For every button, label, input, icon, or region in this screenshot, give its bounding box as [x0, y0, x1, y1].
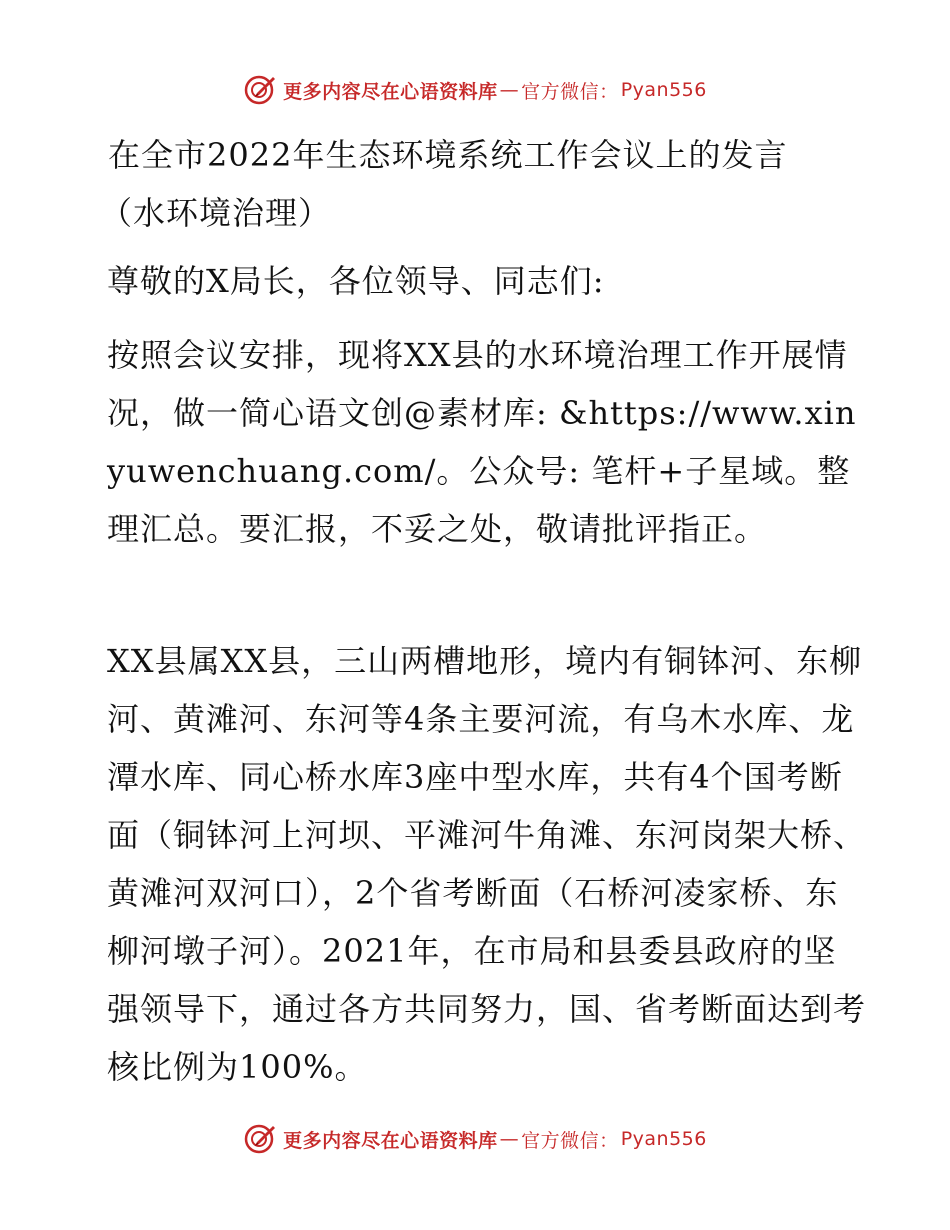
banner-account-id: Pyan556: [620, 1128, 707, 1150]
banner-account-id: Pyan556: [620, 79, 707, 101]
intro-paragraph: 按照会议安排，现将XX县的水环境治理工作开展情况，做一简心语文创@素材库: &https://www.xinyuwenchuang.com/。公众号: 笔杆+子星域。整理汇总。要汇报，不妥之处，敬请批评指正。: [107, 336, 857, 548]
banner-brand-text: 更多内容尽在心语资料库: [283, 1129, 498, 1152]
title-line-1: 在全市2022年生态环境系统工作会议上的发言: [108, 136, 788, 174]
banner-official-label: 官方微信：: [521, 1129, 619, 1152]
body-paragraph: XX县属XX县，三山两槽地形，境内有铜钵河、东柳河、黄滩河、东河等4条主要河流，有乌木水库、龙潭水库、同心桥水库3座中型水库，共有4个国考断面（铜钵河上河坝、平滩河牛角滩、东河岗架大桥、黄滩河双河口），2个省考断面（石桥河凌家桥、东柳河墩子河）。2021年，在市局和县委县政府的坚强领导下，通过各方共同努力，国、省考断面达到考核比例为100%。: [107, 642, 867, 1086]
banner-dash: —: [499, 79, 520, 101]
title-line-2: （水环境治理）: [100, 194, 332, 232]
greeting-paragraph: 尊敬的X局长，各位领导、同志们:: [107, 262, 605, 300]
header-watermark-banner: [0, 70, 950, 110]
footer-watermark-banner: [0, 1119, 950, 1159]
pen-logo-icon: [243, 1122, 277, 1156]
pen-logo-icon: [243, 73, 277, 107]
banner-dash: —: [499, 1128, 520, 1150]
banner-official-label: 官方微信：: [521, 80, 619, 103]
document-title: [100, 126, 868, 242]
banner-brand-text: 更多内容尽在心语资料库: [283, 80, 498, 103]
